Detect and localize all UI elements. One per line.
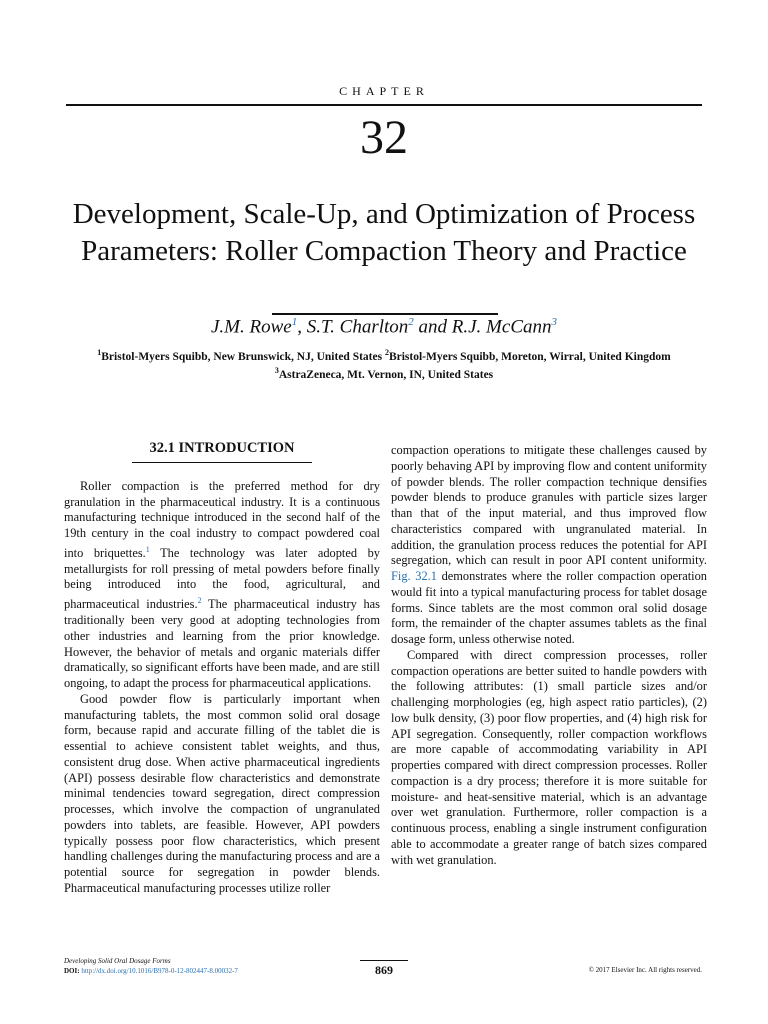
- paragraph-text: The technology was later adopted by metallurgists for roll pressing of metal powders before finally being introduced into the food, agricultural, and pharmaceutical industries.: [64, 545, 380, 612]
- author-name: J.M. Rowe: [211, 316, 292, 338]
- header-rule: [66, 104, 702, 106]
- right-column: [391, 443, 707, 868]
- chapter-label: CHAPTER: [339, 84, 429, 98]
- paragraph-text: demonstrates where the roller compaction operation would fit into a typical manufacturing process for tablet dosage forms. Since tablets are the most common oral solid dosage form, the remainder of the chapter assumes tablets as the final dosage form, unless otherwise noted.: [391, 569, 707, 646]
- author-affiliation-ref[interactable]: 3: [551, 316, 557, 328]
- section-heading: [64, 441, 380, 463]
- citation-ref[interactable]: 2: [197, 596, 202, 606]
- paragraph-text: Roller compaction is the preferred method for dry granulation in the pharmaceutical industry. It is a continuous manufacturing technique introduced in the second half of the 19th century in the coal industry to compact powdered coal into briquettes.: [64, 478, 380, 560]
- page-number-rule: [360, 960, 408, 961]
- chapter-number: 32: [360, 111, 408, 164]
- author-separator: ,: [297, 316, 307, 338]
- paragraph: Good powder flow is particularly important when manufacturing tablets, the most common solid oral dosage form, because rapid and accurate filling of the tablet die is essential to achieve consistent tablet weights, and thus, consistent drug dose. When active pharmaceutical ingredients (API) possess desirable flow characteristics and demonstrate minimal tendencies toward segregation, direct compression processes, which involve the compaction of ungranulated powders into tablets, are feasible. However, API powders typically possess poor flow characteristics, which present handling challenges during the manufacturing process and are a potential source for segregation in powder blends. Pharmaceutical manufacturing processes utilize roller: [64, 691, 380, 895]
- paragraph: [391, 443, 707, 648]
- affiliations-line-1: [40, 348, 728, 363]
- chapter-title: Development, Scale-Up, and Optimization of Process Parameters: Roller Compaction Theory and Practice: [72, 198, 696, 267]
- affiliation-marker: 1: [97, 348, 102, 357]
- page-number: 869: [375, 963, 393, 977]
- author-name: R.J. McCann: [451, 316, 552, 338]
- author-affiliation-ref[interactable]: 2: [408, 316, 414, 328]
- affiliation-marker: 3: [274, 366, 279, 375]
- copyright-notice: © 2017 Elsevier Inc. All rights reserved.: [588, 966, 702, 974]
- citation-ref[interactable]: 1: [145, 544, 150, 554]
- doi-link[interactable]: http://dx.doi.org/10.1016/B978-0-12-802447-8.00032-7: [81, 967, 238, 975]
- left-column: [64, 441, 380, 897]
- section-heading-text: 32.1 INTRODUCTION: [132, 441, 312, 463]
- author-list: [0, 316, 768, 338]
- paragraph-text: The pharmaceutical industry has traditionally been very good at adopting technologies from other industries and learning from the prior knowledge. However, the behavior of metals and organic materials differ dramatically, so significant efforts have been made, and are still ongoing, to adapt the process for pharmaceutical applications.: [64, 597, 380, 690]
- author-name: S.T. Charlton: [306, 316, 409, 338]
- figure-link[interactable]: Fig. 32.1: [391, 569, 437, 583]
- doi-label: DOI:: [64, 967, 82, 975]
- affiliations-line-2: [40, 366, 728, 381]
- paragraph: Compared with direct compression processes, roller compaction operations are better suited to handle powders with the following attributes: (1) small particle sizes and/or challenging morphologies (eg, high aspect ratio particles), (2) low bulk density, (3) poor flow properties, and (4) high risk for API segregation. Consequently, roller compaction workflows are more capable of accommodating variability in API properties compared with direct compression processes. Roller compaction is a dry process; therefore it is more suitable for moisture- and heat-sensitive material, which is an advantage over wet granulation. Furthermore, roller compaction is a continuous process, enabling a single instrument configuration able to accommodate a greater range of batch sizes compared with wet granulation.: [391, 647, 707, 867]
- title-rule: [272, 313, 498, 315]
- affiliation-text: AstraZeneca, Mt. Vernon, IN, United States: [278, 368, 494, 381]
- author-separator: and: [413, 316, 452, 338]
- paragraph: [64, 479, 380, 692]
- affiliation-text: Bristol-Myers Squibb, New Brunswick, NJ, United States: [101, 350, 385, 363]
- affiliation-text: Bristol-Myers Squibb, Moreton, Wirral, United Kingdom: [388, 350, 671, 363]
- author-affiliation-ref[interactable]: 1: [291, 316, 298, 328]
- paragraph-text: compaction operations to mitigate these challenges caused by poorly behaving API by improving flow and content uniformity of powder blends. The roller compaction technique densifies powder blends to produce granules with particle sizes larger than that of the input material, and thus improved flow characteristics compared with ungranulated material. In addition, the granulation process reduces the potential for API segregation, which can result in poor API content uniformity.: [391, 443, 707, 568]
- affiliation-marker: 2: [384, 348, 389, 357]
- book-title: Developing Solid Oral Dosage Forms: [64, 957, 171, 965]
